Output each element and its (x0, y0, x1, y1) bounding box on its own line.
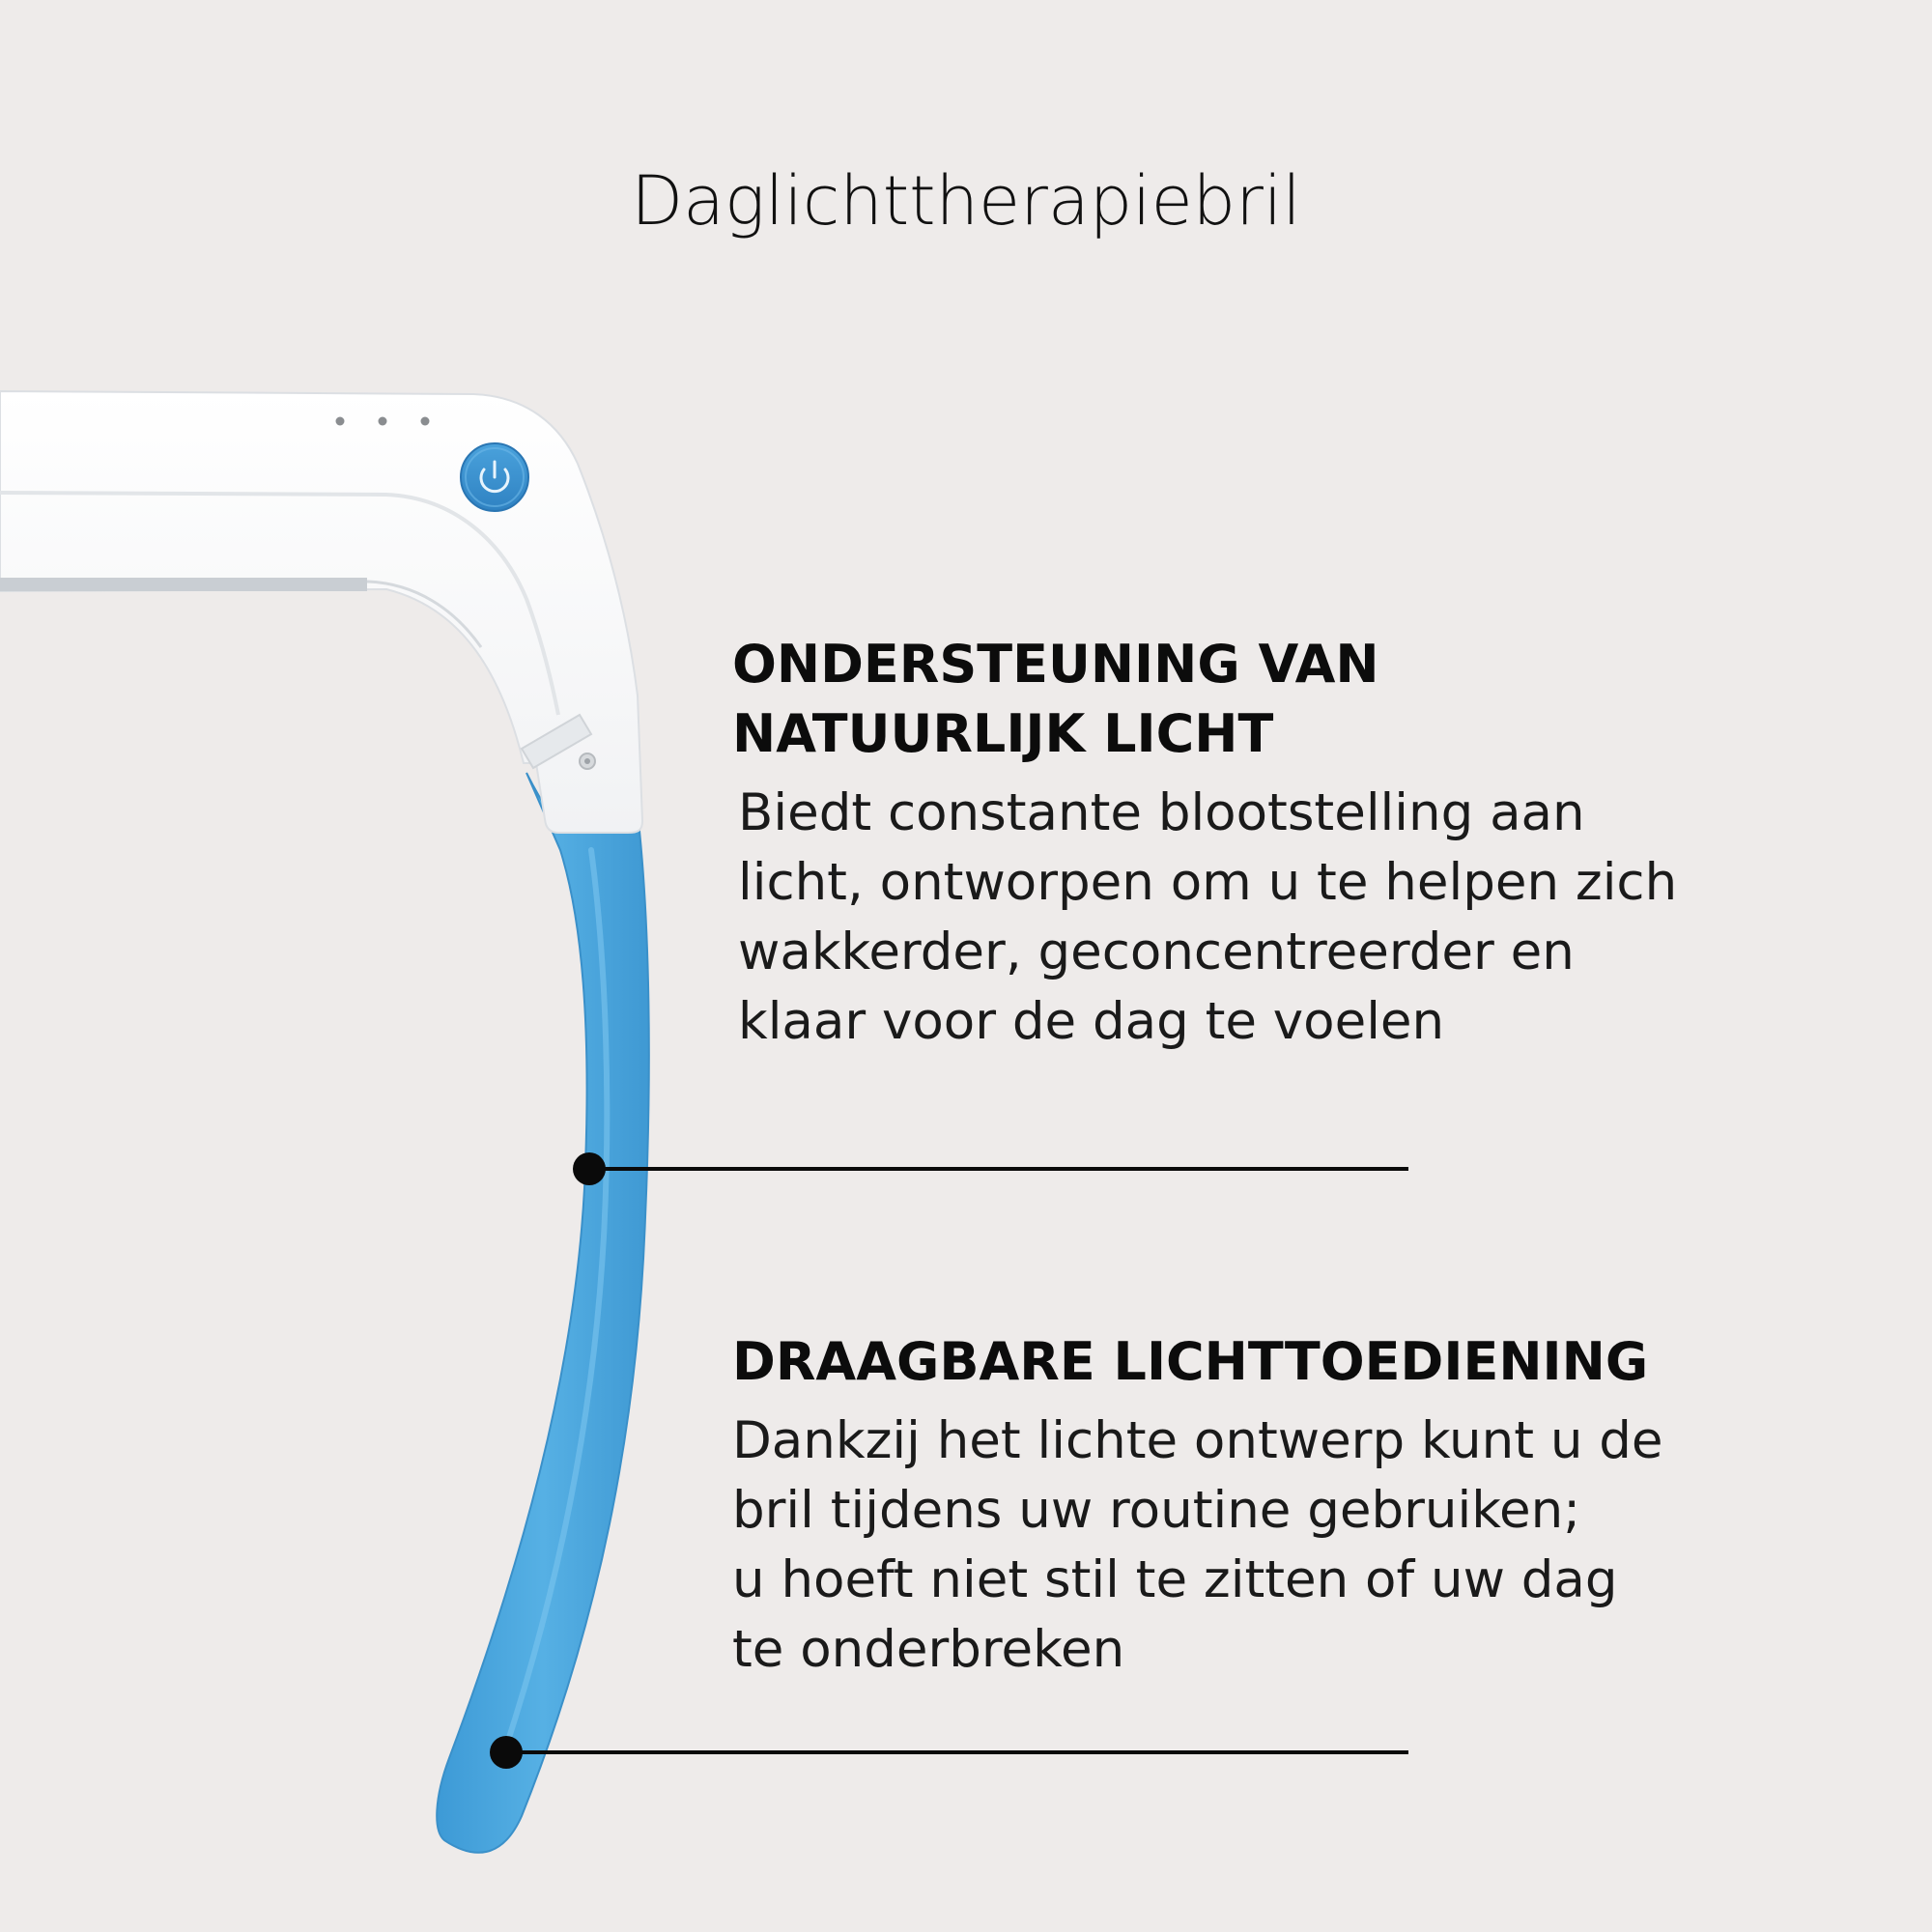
feature-description-line: klaar voor de dag te voelen (738, 992, 1445, 1051)
feature-heading-line: DRAAGBARE LICHTTOEDIENING (732, 1331, 1649, 1392)
frame-top-bar (0, 391, 642, 833)
temple-arm (437, 773, 649, 1853)
feature-description-line: bril tijdens uw routine gebruiken; (732, 1481, 1581, 1540)
feature-description (732, 1406, 1833, 1685)
callout-1 (573, 1152, 1408, 1185)
feature-description-line: te onderbreken (732, 1620, 1125, 1679)
feature-description-line: Dankzij het lichte ontwerp kunt u de (732, 1411, 1663, 1470)
feature-description-line: Biedt constante blootstelling aan (738, 783, 1585, 842)
feature-heading-line: ONDERSTEUNING VAN (732, 634, 1379, 695)
feature-wearable-light (732, 1327, 1833, 1685)
callout-2 (490, 1736, 1408, 1769)
power-icon (461, 443, 528, 511)
feature-description (738, 779, 1833, 1057)
page-title: Daglichttherapiebril (631, 161, 1301, 241)
feature-description-line: licht, ontworpen om u te helpen zich (738, 853, 1678, 912)
feature-description-line: u hoeft niet stil te zitten of uw dag (732, 1550, 1618, 1609)
feature-heading (732, 1327, 1833, 1397)
feature-description-line: wakkerder, geconcentreerder en (738, 923, 1575, 981)
feature-heading (732, 630, 1833, 769)
feature-heading-line: NATUURLIJK LICHT (732, 703, 1274, 764)
feature-natural-light (732, 630, 1833, 1057)
